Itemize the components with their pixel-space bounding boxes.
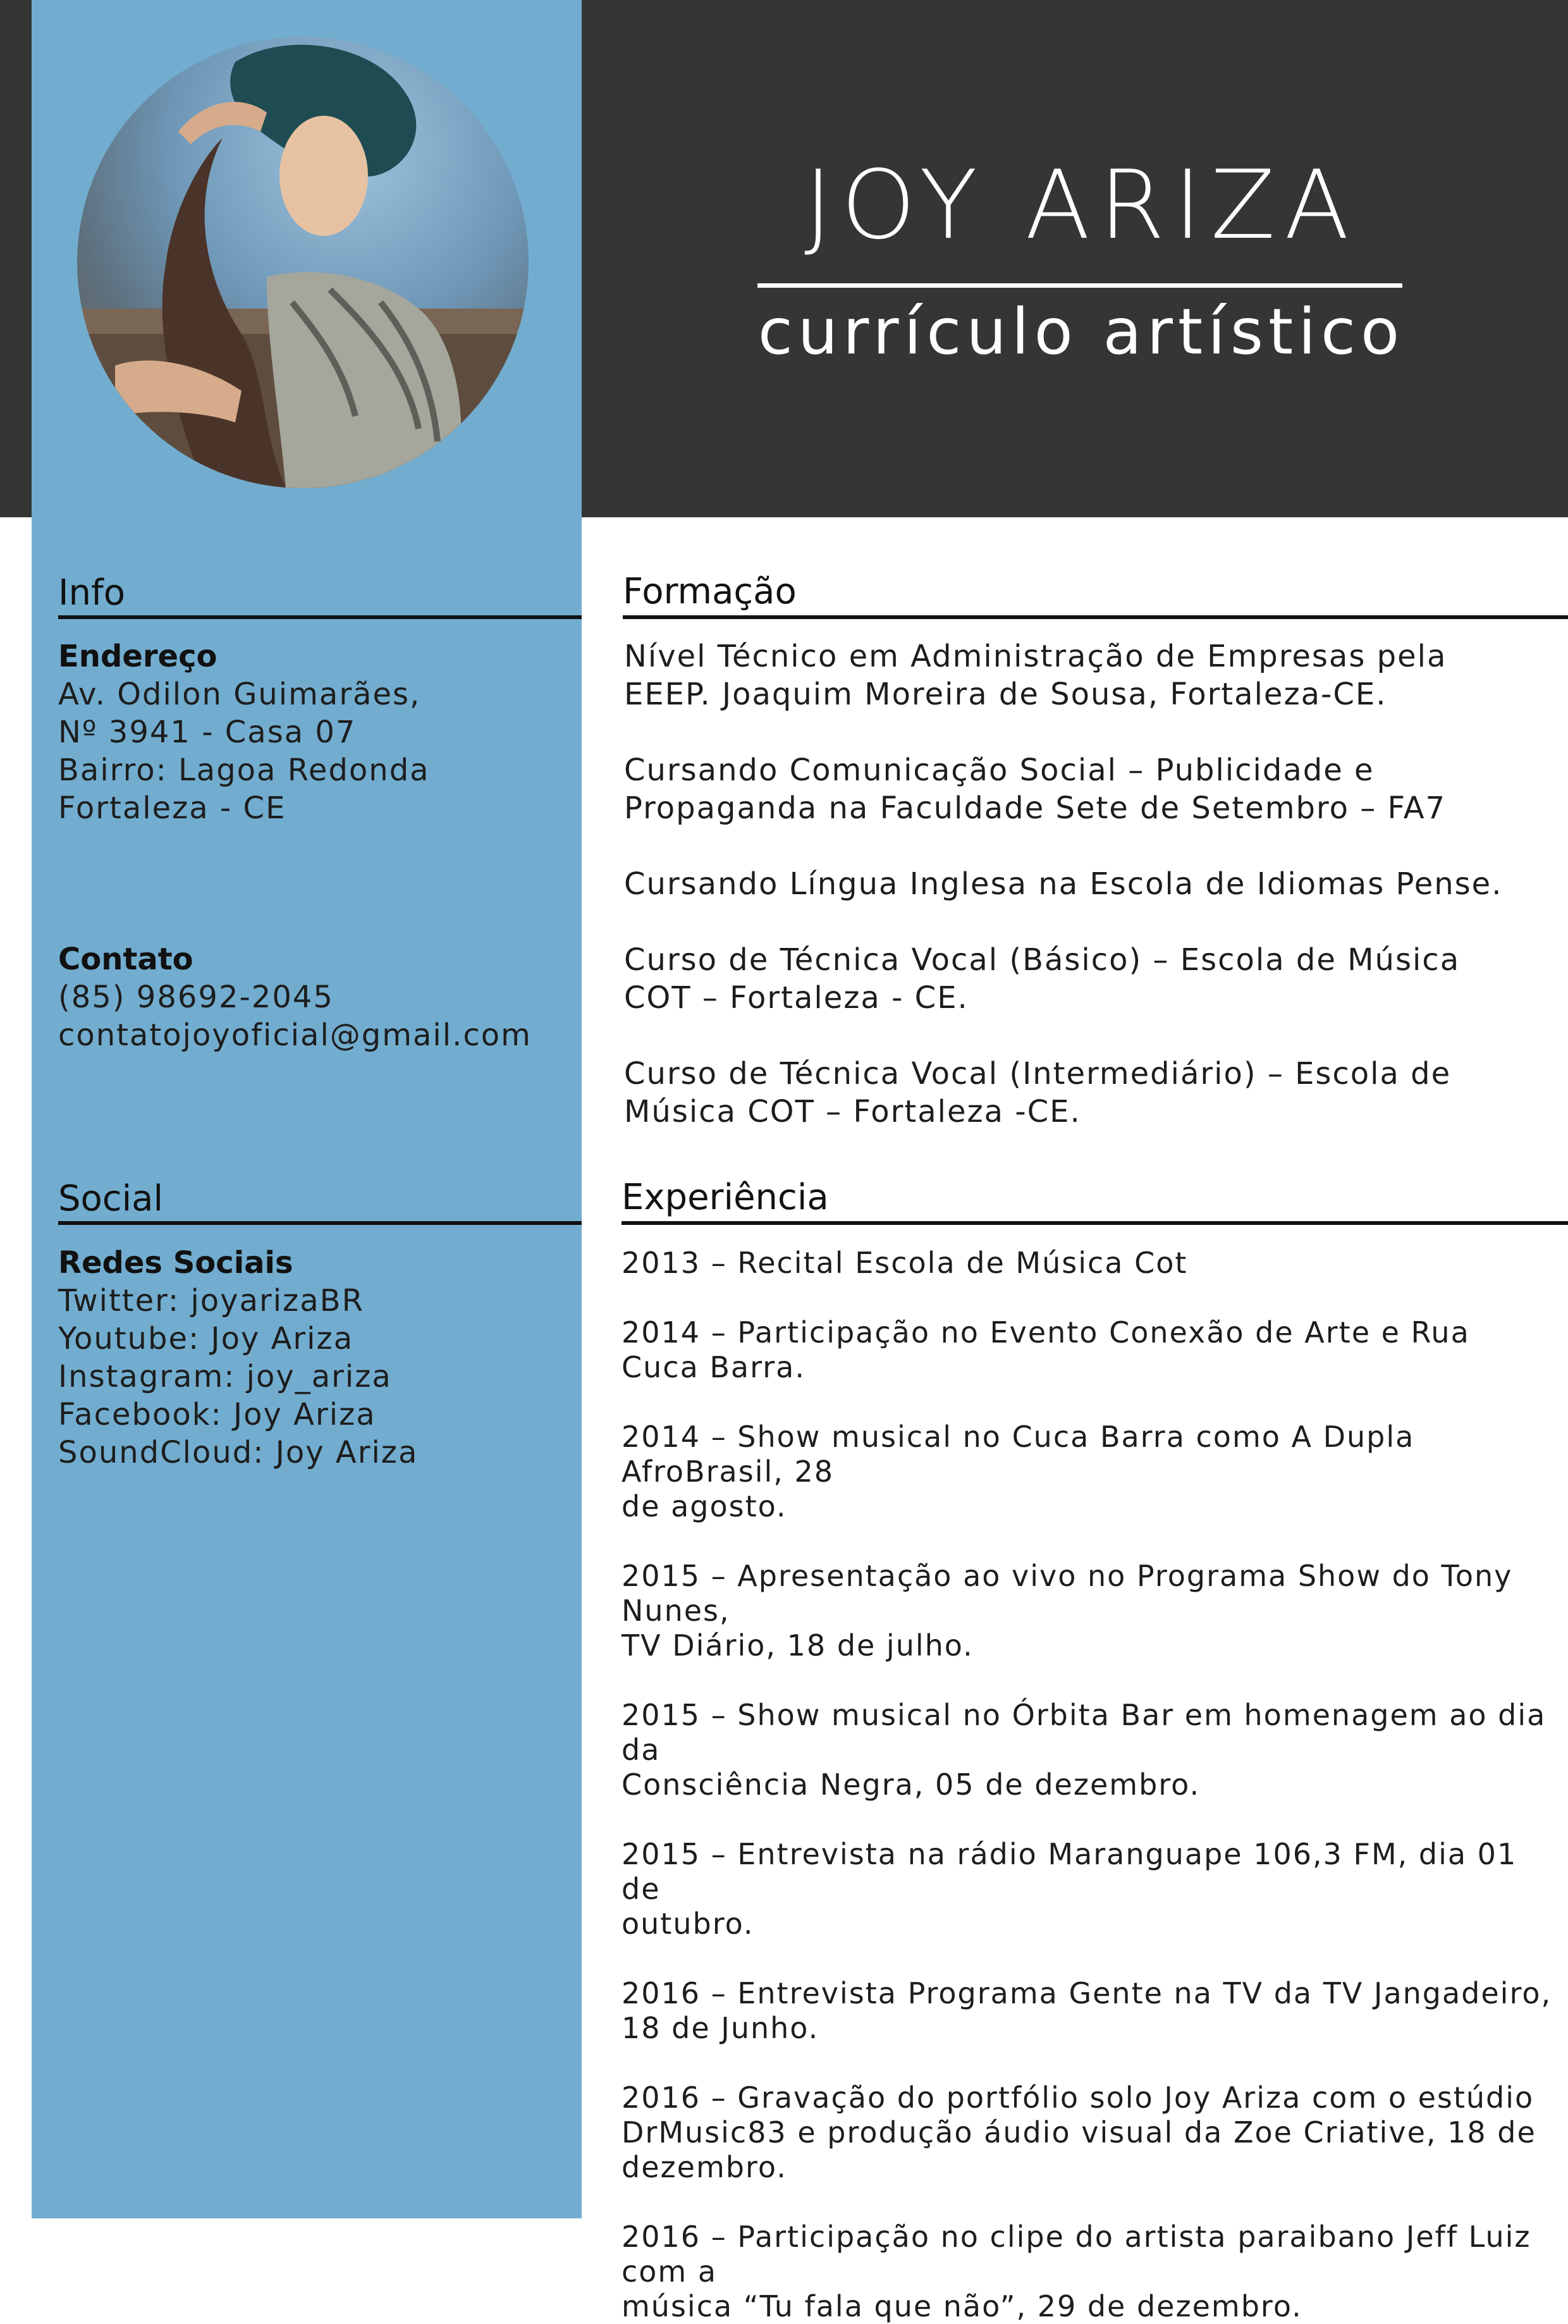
experiencia-item: 2015 – Show musical no Órbita Bar em homenagem ao dia da Consciência Negra, 05 de dezembro. xyxy=(622,1698,1547,1802)
formacao-section-rule xyxy=(623,615,1568,619)
experiencia-section-title: Experiência xyxy=(622,1177,829,1218)
info-section-rule xyxy=(58,615,582,619)
formacao-item: Curso de Técnica Vocal (Intermediário) – Escola de Música COT – Fortaleza -CE. xyxy=(624,1056,1452,1129)
email-address: contatojoyoficial@gmail.com xyxy=(58,1018,532,1053)
experiencia-item: 2016 – Participação no clipe do artista paraibano Jeff Luiz com a música “Tu fala que não”, 29 de dezembro. xyxy=(622,2220,1531,2323)
info-section-title: Info xyxy=(58,572,125,613)
facebook-handle: Facebook: Joy Ariza xyxy=(58,1397,376,1432)
social-section-title: Social xyxy=(58,1178,164,1219)
experiencia-item: 2014 – Participação no Evento Conexão de Arte e Rua Cuca Barra. xyxy=(622,1315,1470,1384)
contact-block xyxy=(58,978,532,1054)
experiencia-item: 2016 – Entrevista Programa Gente na TV da TV Jangadeiro, 18 de Junho. xyxy=(622,1976,1552,2045)
formacao-section-title: Formação xyxy=(623,571,797,612)
name-underline xyxy=(757,283,1402,288)
formacao-list xyxy=(624,637,1541,1131)
phone-number: (85) 98692-2045 xyxy=(58,980,334,1015)
twitter-handle: Twitter: joyarizaBR xyxy=(58,1283,364,1319)
experiencia-item: 2015 – Entrevista na rádio Maranguape 106,3 FM, dia 01 de outubro. xyxy=(622,1837,1517,1941)
experiencia-section-rule xyxy=(622,1221,1568,1225)
experiencia-item: 2013 – Recital Escola de Música Cot xyxy=(622,1246,1188,1280)
social-section-rule xyxy=(58,1221,582,1225)
address-line: Av. Odilon Guimarães, xyxy=(58,677,421,712)
formacao-item: Cursando Comunicação Social – Publicidade e Propaganda na Faculdade Sete de Setembro – FA7 xyxy=(624,753,1447,826)
profile-photo xyxy=(77,37,529,488)
document-subtitle: currículo artístico xyxy=(757,295,1405,369)
experiencia-item: 2015 – Apresentação ao vivo no Programa Show do Tony Nunes, TV Diário, 18 de julho. xyxy=(622,1559,1513,1663)
address-block xyxy=(58,675,430,827)
address-line: Nº 3941 - Casa 07 xyxy=(58,715,357,750)
contact-label: Contato xyxy=(58,942,193,977)
experiencia-item: 2014 – Show musical no Cuca Barra como A Dupla AfroBrasil, 28 de agosto. xyxy=(622,1420,1415,1523)
formacao-item: Curso de Técnica Vocal (Básico) – Escola de Música COT – Fortaleza - CE. xyxy=(624,942,1461,1016)
address-line: Fortaleza - CE xyxy=(58,790,286,826)
formacao-item: Cursando Língua Inglesa na Escola de Idiomas Pense. xyxy=(624,866,1503,902)
social-networks-label: Redes Sociais xyxy=(58,1245,293,1281)
experiencia-list xyxy=(622,1246,1557,2324)
candidate-name: JOY ARIZA xyxy=(804,151,1358,261)
experiencia-item: 2016 – Gravação do portfólio solo Joy Ariza com o estúdio DrMusic83 e produção áudio visual da Zoe Criative, 18 de dezembro. xyxy=(622,2081,1536,2184)
youtube-handle: Youtube: Joy Ariza xyxy=(58,1321,354,1356)
soundcloud-handle: SoundCloud: Joy Ariza xyxy=(58,1435,419,1470)
profile-photo-illustration xyxy=(77,37,529,488)
formacao-item: Nível Técnico em Administração de Empresas pela EEEP. Joaquim Moreira de Sousa, Fortaleza-CE. xyxy=(624,639,1447,712)
instagram-handle: Instagram: joy_ariza xyxy=(58,1359,392,1394)
address-label: Endereço xyxy=(58,639,217,674)
social-networks-list xyxy=(58,1282,418,1472)
address-line: Bairro: Lagoa Redonda xyxy=(58,753,430,788)
